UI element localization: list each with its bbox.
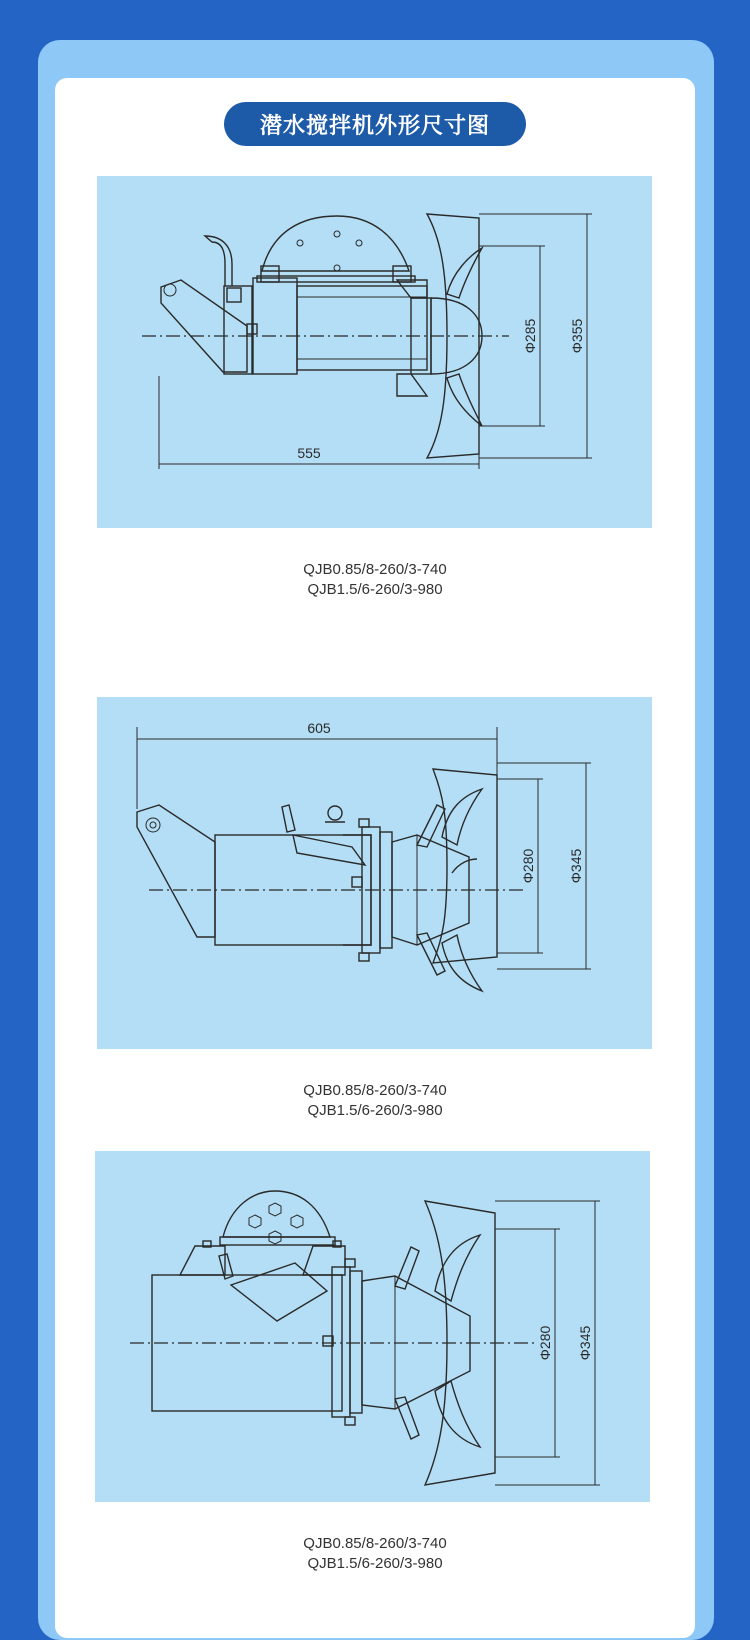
power-cable	[282, 805, 295, 832]
support-leg	[180, 1246, 225, 1275]
model-line: QJB0.85/8-260/3-740	[303, 1535, 447, 1552]
diagram-panel-1	[97, 176, 652, 528]
model-line: QJB1.5/6-260/3-980	[307, 1555, 443, 1572]
diagram-panel-3	[95, 1151, 650, 1502]
mounting-bracket	[137, 805, 215, 937]
model-caption-3	[0, 1534, 750, 1574]
outer-dia-label: Φ345	[568, 848, 584, 884]
inner-dia-label: Φ280	[537, 1325, 553, 1361]
diagram-panel-2	[97, 697, 652, 1049]
motor-end-cap	[253, 278, 297, 374]
propeller-blade	[442, 789, 482, 845]
model-caption-1	[0, 560, 750, 600]
inner-dia-label: Φ280	[520, 848, 536, 884]
cable-gland	[293, 835, 365, 865]
propeller-blade	[442, 935, 482, 991]
model-line: QJB0.85/8-260/3-740	[303, 561, 447, 578]
model-line: QJB0.85/8-260/3-740	[303, 1082, 447, 1099]
model-line: QJB1.5/6-260/3-980	[307, 1102, 443, 1119]
lifting-eye	[328, 806, 342, 820]
lifting-plate	[223, 1191, 330, 1237]
propeller-blade	[447, 248, 482, 298]
page-title: 潜水搅拌机外形尺寸图	[224, 102, 526, 146]
propeller-blade	[435, 1235, 480, 1301]
length-dim-label: 555	[297, 445, 321, 461]
cable-gland	[227, 288, 241, 302]
outer-dia-label: Φ345	[577, 1325, 593, 1361]
inner-dia-label: Φ285	[522, 318, 538, 354]
mixer-drawing-2	[97, 697, 652, 1049]
lifting-plate	[262, 216, 409, 271]
model-line: QJB1.5/6-260/3-980	[307, 581, 443, 598]
support-leg	[303, 1246, 345, 1275]
power-cable	[205, 236, 232, 286]
propeller-blade	[447, 374, 482, 426]
junction-box	[224, 286, 252, 374]
propeller-blade	[435, 1381, 480, 1447]
motor-housing	[297, 286, 427, 370]
mixer-drawing-3	[95, 1151, 650, 1502]
flange	[332, 1267, 350, 1417]
mounting-bracket	[161, 280, 247, 372]
bracket-hole	[164, 284, 176, 296]
gear-housing	[392, 835, 469, 945]
outer-dia-label: Φ355	[569, 318, 585, 354]
bracket-hole	[146, 818, 160, 832]
mixer-drawing-1	[97, 176, 652, 528]
clamp-lug-left	[261, 266, 279, 282]
model-caption-2	[0, 1081, 750, 1121]
cable-gland	[231, 1263, 327, 1321]
length-dim-label: 605	[307, 720, 331, 736]
